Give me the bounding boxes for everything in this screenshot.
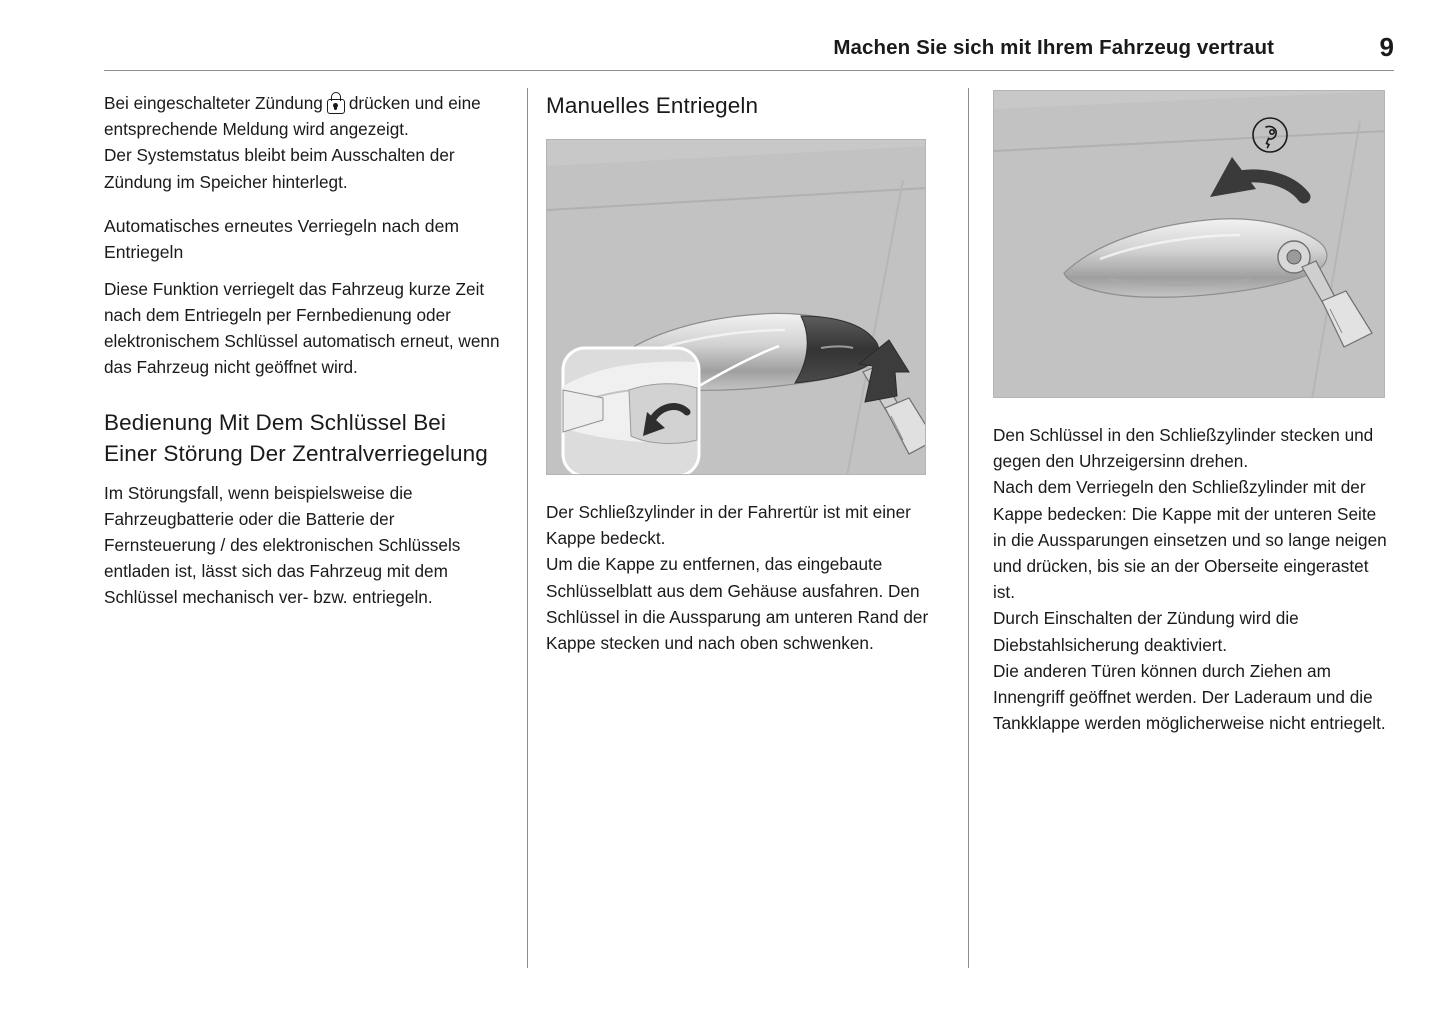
page-title: Machen Sie sich mit Ihrem Fahrzeug vertraut	[833, 36, 1274, 59]
column-divider-1	[527, 88, 528, 968]
lock-icon	[327, 92, 345, 114]
column-3	[993, 90, 1393, 736]
subheading-auto-relock: Automatisches erneutes Verriegeln nach dem Entriegeln	[104, 215, 460, 262]
paragraph-remove-cap: Um die Kappe zu entfernen, das eingebaute Schlüsselblatt aus dem Gehäuse ausfahren. Den Schlüssel in die Aussparung am unteren Rand der Kappe stecken und nach oben schwenken.	[546, 554, 929, 654]
paragraph-insert-turn-key: Den Schlüssel in den Schließzylinder stecken und gegen den Uhrzeigersinn drehen.	[993, 425, 1374, 472]
column-divider-2	[968, 88, 969, 968]
column-2	[546, 90, 951, 656]
column-1	[104, 90, 504, 611]
header-divider	[104, 70, 1394, 71]
paragraph-auto-relock-body: Diese Funktion verriegelt das Fahrzeug kurze Zeit nach dem Entriegeln per Fernbedienung oder elektronischem Schlüssel automatisch erneut, wenn das Fahrzeug nicht geöffnet wird.	[104, 278, 500, 378]
paragraph-system-status: Der Systemstatus bleibt beim Ausschalten der Zündung im Speicher hinterlegt.	[104, 145, 455, 192]
paragraph-deactivate-alarm: Durch Einschalten der Zündung wird die Diebstahlsicherung deaktiviert.	[993, 608, 1299, 655]
paragraph-other-doors: Die anderen Türen können durch Ziehen am Innengriff geöffnet werden. Der Laderaum und die Tankklappe werden möglicherweise nicht entriegelt.	[993, 660, 1386, 734]
paragraph-cover-cylinder: Nach dem Verriegeln den Schließzylinder mit der Kappe bedecken: Die Kappe mit der unteren Seite in die Aussparungen einsetzen und so lange neigen und drücken, bis sie an der Oberseite eingerastet ist.	[993, 477, 1387, 603]
door-handle-lock-cylinder-cap-illustration	[547, 140, 926, 475]
paragraph-malfunction-body: Im Störungsfall, wenn beispielsweise die Fahrzeugbatterie oder die Batterie der Fernsteuerung / des elektronischen Schlüssels entladen ist, lässt sich das Fahrzeug mit dem Schlüssel mechanisch ver- bzw. entriegeln.	[104, 482, 461, 608]
door-handle-key-turn-illustration	[994, 91, 1385, 398]
para1-after-icon: drücken und eine entsprechende Meldung wird angezeigt.	[104, 93, 481, 140]
paragraph-ignition-lock	[104, 90, 504, 142]
figure-manual-unlock	[546, 139, 926, 475]
page-header	[104, 32, 1394, 70]
para1-before-icon: Bei eingeschalteter Zündung	[104, 93, 323, 113]
section-heading-key-operation: Bedienung Mit Dem Schlüssel Bei Einer Störung Der Zentralverriegelung	[104, 409, 488, 466]
figure-key-turn	[993, 90, 1385, 398]
section-heading-manual-unlock: Manuelles Entriegeln	[546, 93, 759, 118]
page-number: 9	[1379, 32, 1394, 62]
paragraph-cap-covered: Der Schließzylinder in der Fahrertür ist mit einer Kappe bedeckt.	[546, 502, 911, 549]
